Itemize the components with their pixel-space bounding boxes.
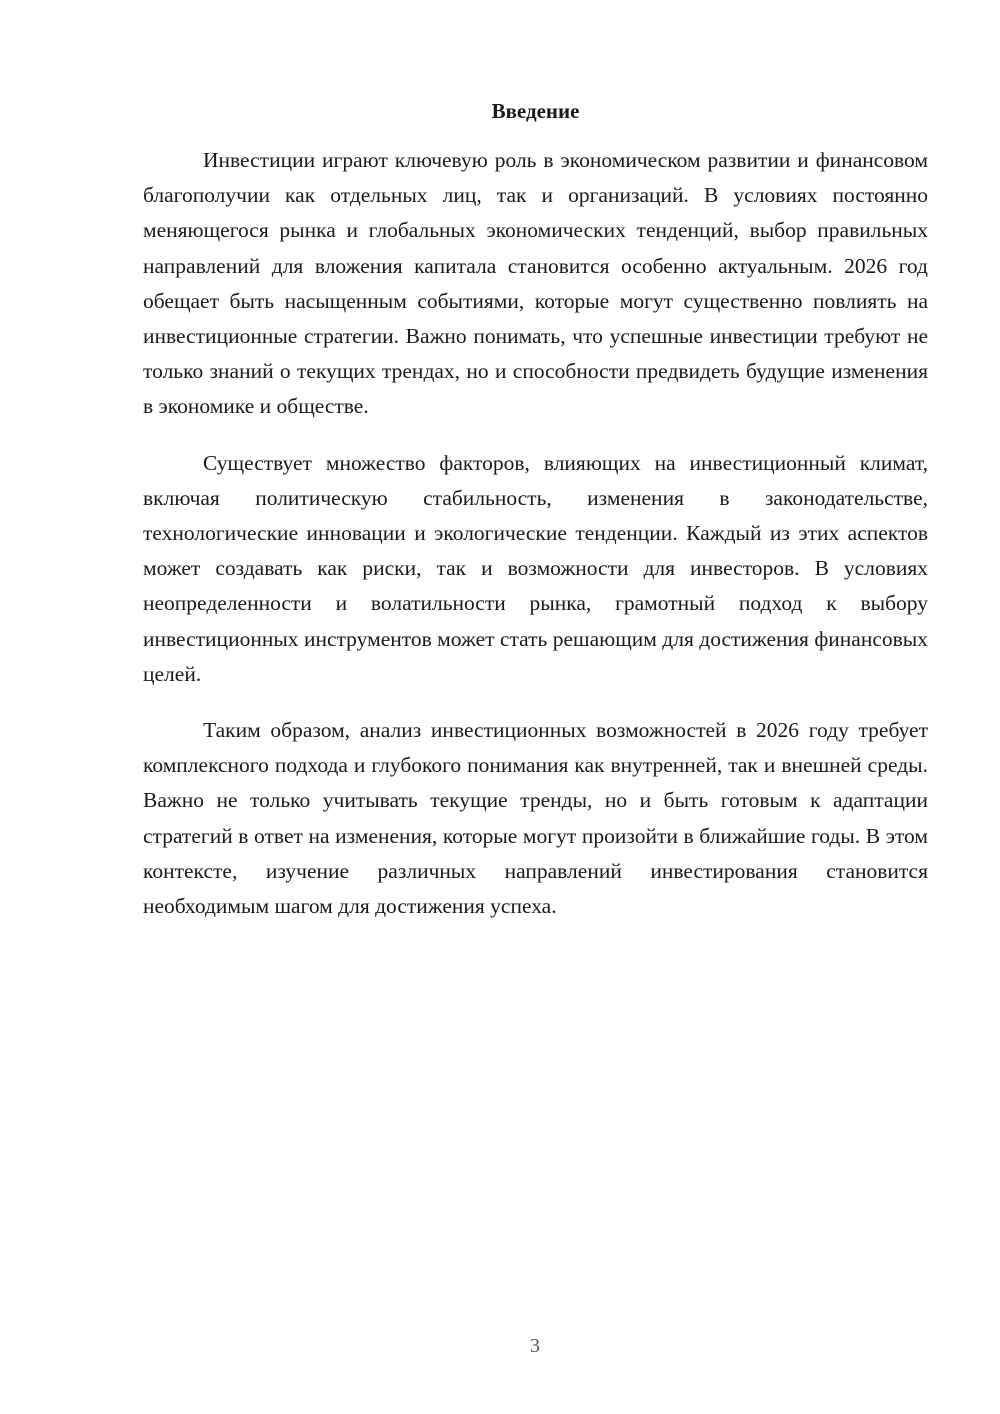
paragraph-1: Инвестиции играют ключевую роль в экономическом развитии и финансовом благополучии как отдельных лиц, так и организаций. В условиях постоянно меняющегося рынка и глобальных экономических тенденций, выбор правильных направлений для вложения капитала становится особенно актуальным. 2026 год обещает быть насыщенным событиями, которые могут существенно повлиять на инвестиционные стратегии. Важно понимать, что успешные инвестиции требуют не только знаний о текущих трендах, но и способности предвидеть будущие изменения в экономике и обществе. <box>143 148 928 419</box>
paragraph-2: Существует множество факторов, влияющих на инвестиционный климат, включая политическую стабильность, изменения в законодательстве, технологические инновации и экологические тенденции. Каждый из этих аспектов может создавать как риски, так и возможности для инвесторов. В условиях неопределенности и волатильности рынка, грамотный подход к выбору инвестиционных инструментов может стать решающим для достижения финансовых целей. <box>143 450 928 686</box>
body-text <box>143 143 928 945</box>
section-heading: Введение <box>491 99 580 123</box>
page-number: 3 <box>530 1335 540 1357</box>
paragraph-3: Таким образом, анализ инвестиционных возможностей в 2026 году требует комплексного подхода и глубокого понимания как внутренней, так и внешней среды. Важно не только учитывать текущие тренды, но и быть готовым к адаптации стратегий в ответ на изменения, которые могут произойти в ближайшие годы. В этом контексте, изучение различных направлений инвестирования становится необходимым шагом для достижения успеха. <box>143 718 928 919</box>
